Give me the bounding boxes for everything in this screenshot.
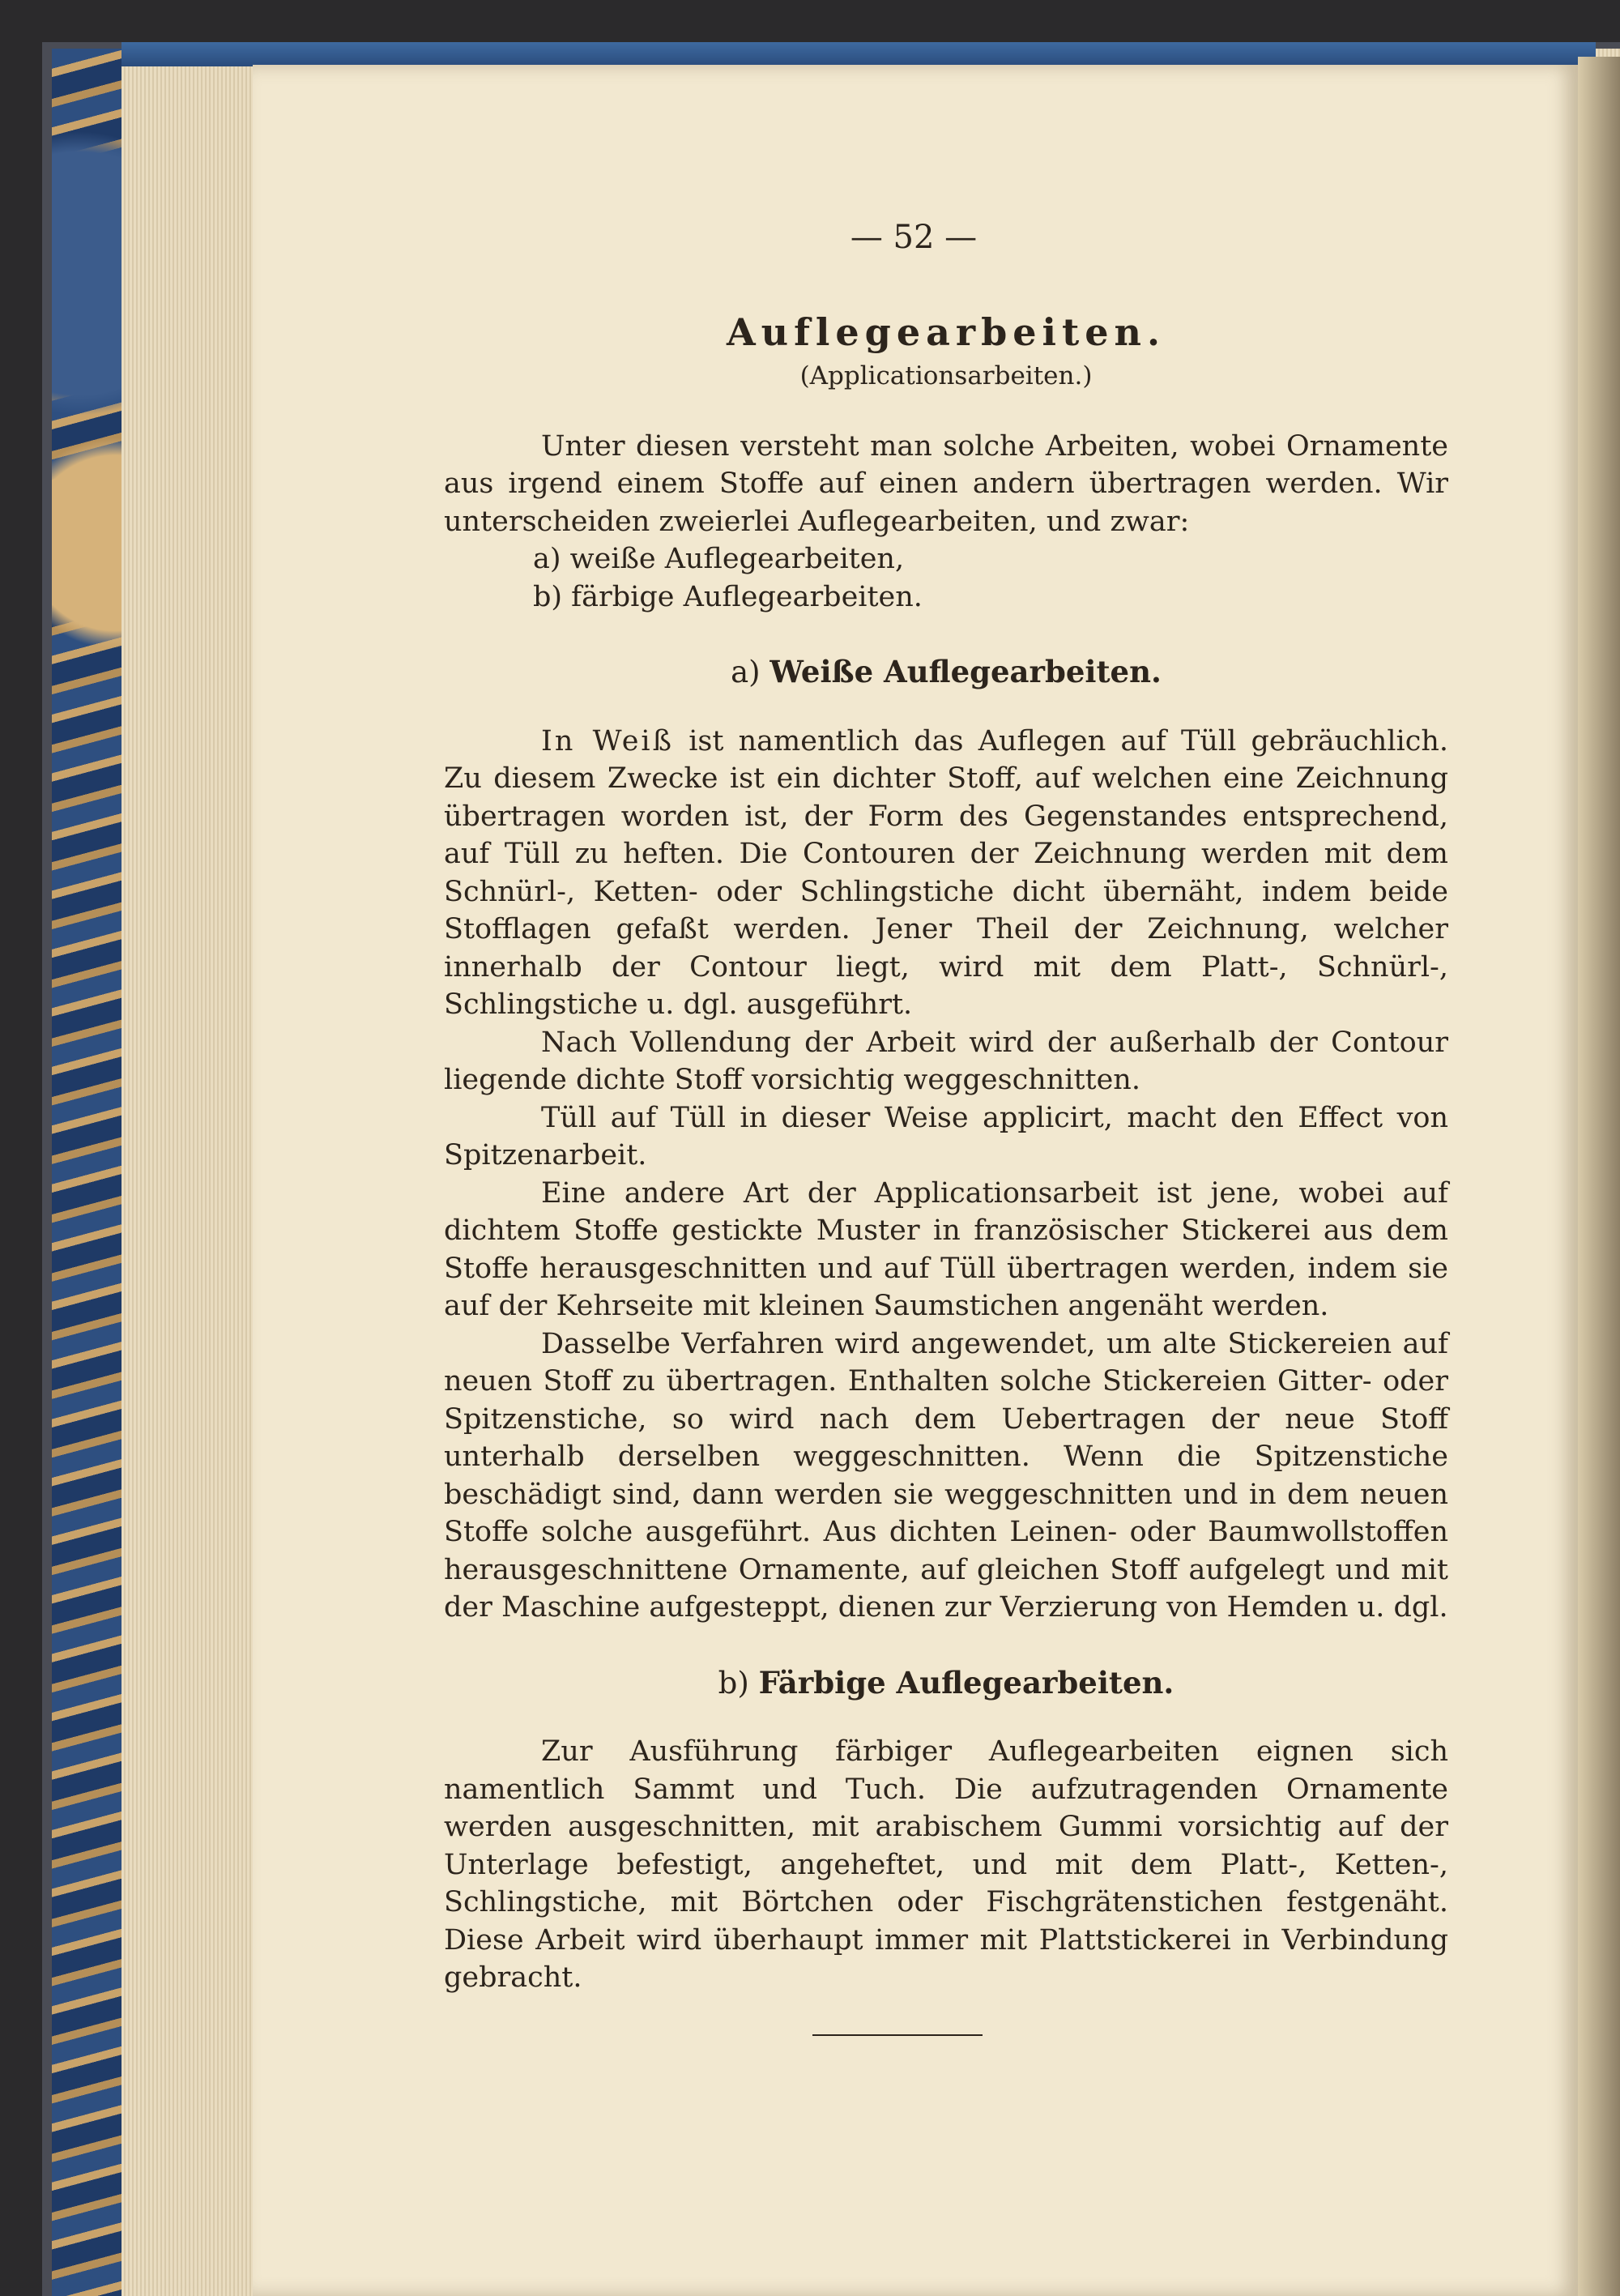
section-a-paragraph: Nach Vollendung der Arbeit wird der außerhalb der Contour liegende dichte Stoff vorsichtig weggeschnitten. — [444, 1026, 1448, 1096]
page-number: — 52 — — [850, 219, 978, 256]
spaced-lead-text: In Weiß — [541, 724, 674, 758]
paragraph-text: ist namentlich das Auflegen auf Tüll gebräuchlich. Zu diesem Zwecke ist ein dichter Stoff, auf welchen eine Zeichnung übertragen worden ist, der Form des Gegenstandes entsprechend, auf Tüll zu heften. Die Contouren der Zeichnung werden mit dem Schnürl-, Ketten- oder Schlingstiche dicht übernäht, indem beide Stofflagen gefaßt werden. Jener Theil der Zeichnung, welcher innerhalb der Contour liegt, wird mit dem Platt-, Schnürl-, Schlingstiche u. dgl. ausgeführt. — [444, 724, 1448, 1021]
section-b-title: Färbige Auflegearbeiten. — [758, 1664, 1174, 1701]
section-a-heading — [444, 653, 1448, 692]
chapter-subtitle: (Applicationsarbeiten.) — [799, 361, 1093, 390]
intro-paragraph: Unter diesen versteht man solche Arbeiten, wobei Ornamente aus irgend einem Stoffe auf einen andern übertragen werden. Wir unterscheiden zweierlei Auflegearbeiten, und zwar: — [444, 429, 1448, 538]
section-a-marker: a) — [731, 655, 761, 689]
section-b-heading — [444, 1664, 1448, 1703]
section-a-paragraph: Dasselbe Verfahren wird angewendet, um alte Stickereien auf neuen Stoff zu übertragen. Enthalten solche Stickereien Gitter- oder Spitzenstiche, so wird nach dem Uebertragen der neue Stoff unterhalb derselben weggeschnitten. Wenn die Spitzenstiche beschädigt sind, dann werden sie weggeschnitten und in dem neuen Stoffe solche ausgeführt. Aus dichten Leinen- oder Baumwollstoffen herausgeschnittene Ornamente, auf gleichen Stoff aufgelegt und mit der Maschine aufgesteppt, dienen zur Verzierung von Hemden u. dgl. — [444, 1327, 1448, 1624]
section-a-title: Weiße Auflegearbeiten. — [770, 654, 1162, 689]
page-text — [444, 219, 1448, 2036]
section-a-paragraph: Tüll auf Tüll in dieser Weise applicirt, macht den Effect von Spitzenarbeit. — [444, 1101, 1448, 1171]
section-b-paragraph: Zur Ausführung färbiger Auflegearbeiten eignen sich namentlich Sammt und Tuch. Die aufzutragenden Ornamente werden ausgeschnitten, mit arabischem Gummi vorsichtig auf der Unterlage befestigt, angeheftet, und mit dem Platt-, Ketten-, Schlingstiche, mit Börtchen oder Fischgrätenstichen festgenäht. Diese Arbeit wird überhaupt immer mit Plattstickerei in Verbindung gebracht. — [444, 1735, 1448, 1994]
section-a-paragraph — [444, 723, 1448, 1024]
closing-rule — [812, 2034, 983, 2036]
top-page-edge — [122, 42, 1596, 66]
list-item: b) färbige Auflegearbeiten. — [533, 580, 923, 613]
right-gutter — [1578, 57, 1620, 2296]
chapter-title: Auflegearbeiten. — [726, 309, 1166, 354]
section-a-paragraph: Eine andere Art der Applicationsarbeit ist jene, wobei auf dichtem Stoffe gestickte Muster in französischer Stickerei aus dem Stoffe herausgeschnitten und auf Tüll übertragen werden, indem sie auf der Kehrseite mit kleinen Saumstichen angenäht werden. — [444, 1176, 1448, 1322]
list-item: a) weiße Auflegearbeiten, — [533, 543, 905, 575]
section-b-marker: b) — [718, 1665, 749, 1701]
